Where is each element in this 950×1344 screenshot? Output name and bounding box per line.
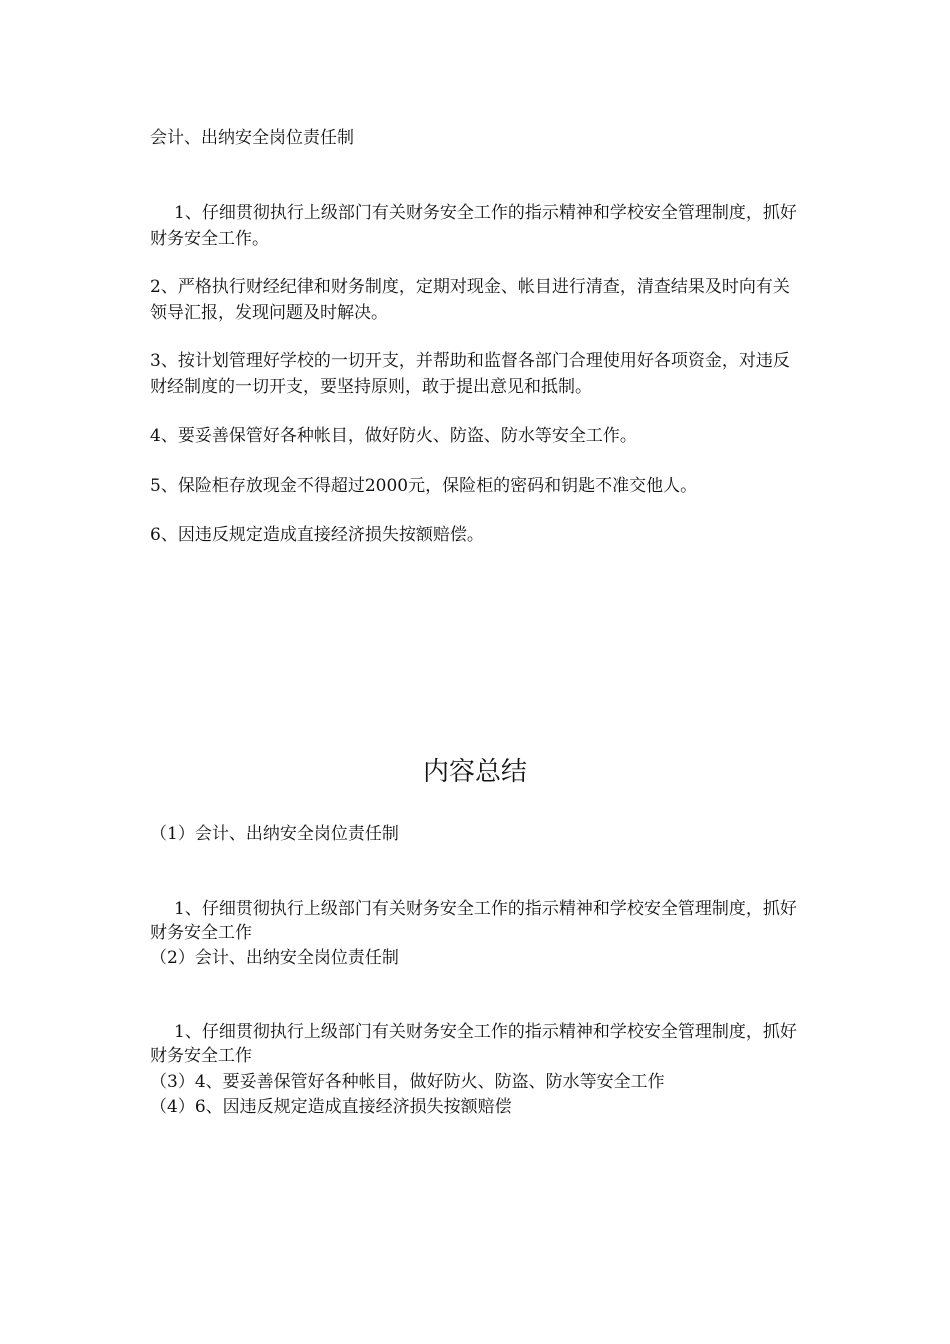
summary-item-4: 1、仔细贯彻执行上级部门有关财务安全工作的指示精神和学校安全管理制度，抓好财务安全工作 (150, 1022, 797, 1066)
summary-item-3: （2）会计、出纳安全岗位责任制 (150, 948, 399, 968)
paragraph-6: 6、因违反规定造成直接经济损失按额赔偿。 (150, 525, 484, 545)
document-title: 会计、出纳安全岗位责任制 (150, 128, 354, 148)
paragraph-4: 4、要妥善保管好各种帐目，做好防火、防盗、防水等安全工作。 (150, 426, 637, 446)
summary-item-6: （4）6、因违反规定造成直接经济损失按额赔偿 (150, 1097, 512, 1117)
summary-item-1: （1）会计、出纳安全岗位责任制 (150, 824, 399, 844)
paragraph-2: 2、严格执行财经纪律和财务制度，定期对现金、帐目进行清查，清查结果及时向有关领导汇报，发现问题及时解决。 (150, 277, 790, 323)
summary-heading: 内容总结 (422, 757, 527, 787)
paragraph-5: 5、保险柜存放现金不得超过2000元，保险柜的密码和钥匙不准交他人。 (150, 476, 698, 496)
paragraph-3: 3、按计划管理好学校的一切开支，并帮助和监督各部门合理使用好各项资金，对违反财经制度的一切开支，要坚持原则，敢于提出意见和抵制。 (150, 351, 790, 397)
summary-item-5: （3）4、要妥善保管好各种帐目，做好防火、防盗、防水等安全工作 (150, 1072, 665, 1092)
summary-item-2: 1、仔细贯彻执行上级部门有关财务安全工作的指示精神和学校安全管理制度，抓好财务安全工作 (150, 899, 797, 943)
paragraph-1: 1、仔细贯彻执行上级部门有关财务安全工作的指示精神和学校安全管理制度，抓好财务安全工作。 (150, 203, 797, 249)
